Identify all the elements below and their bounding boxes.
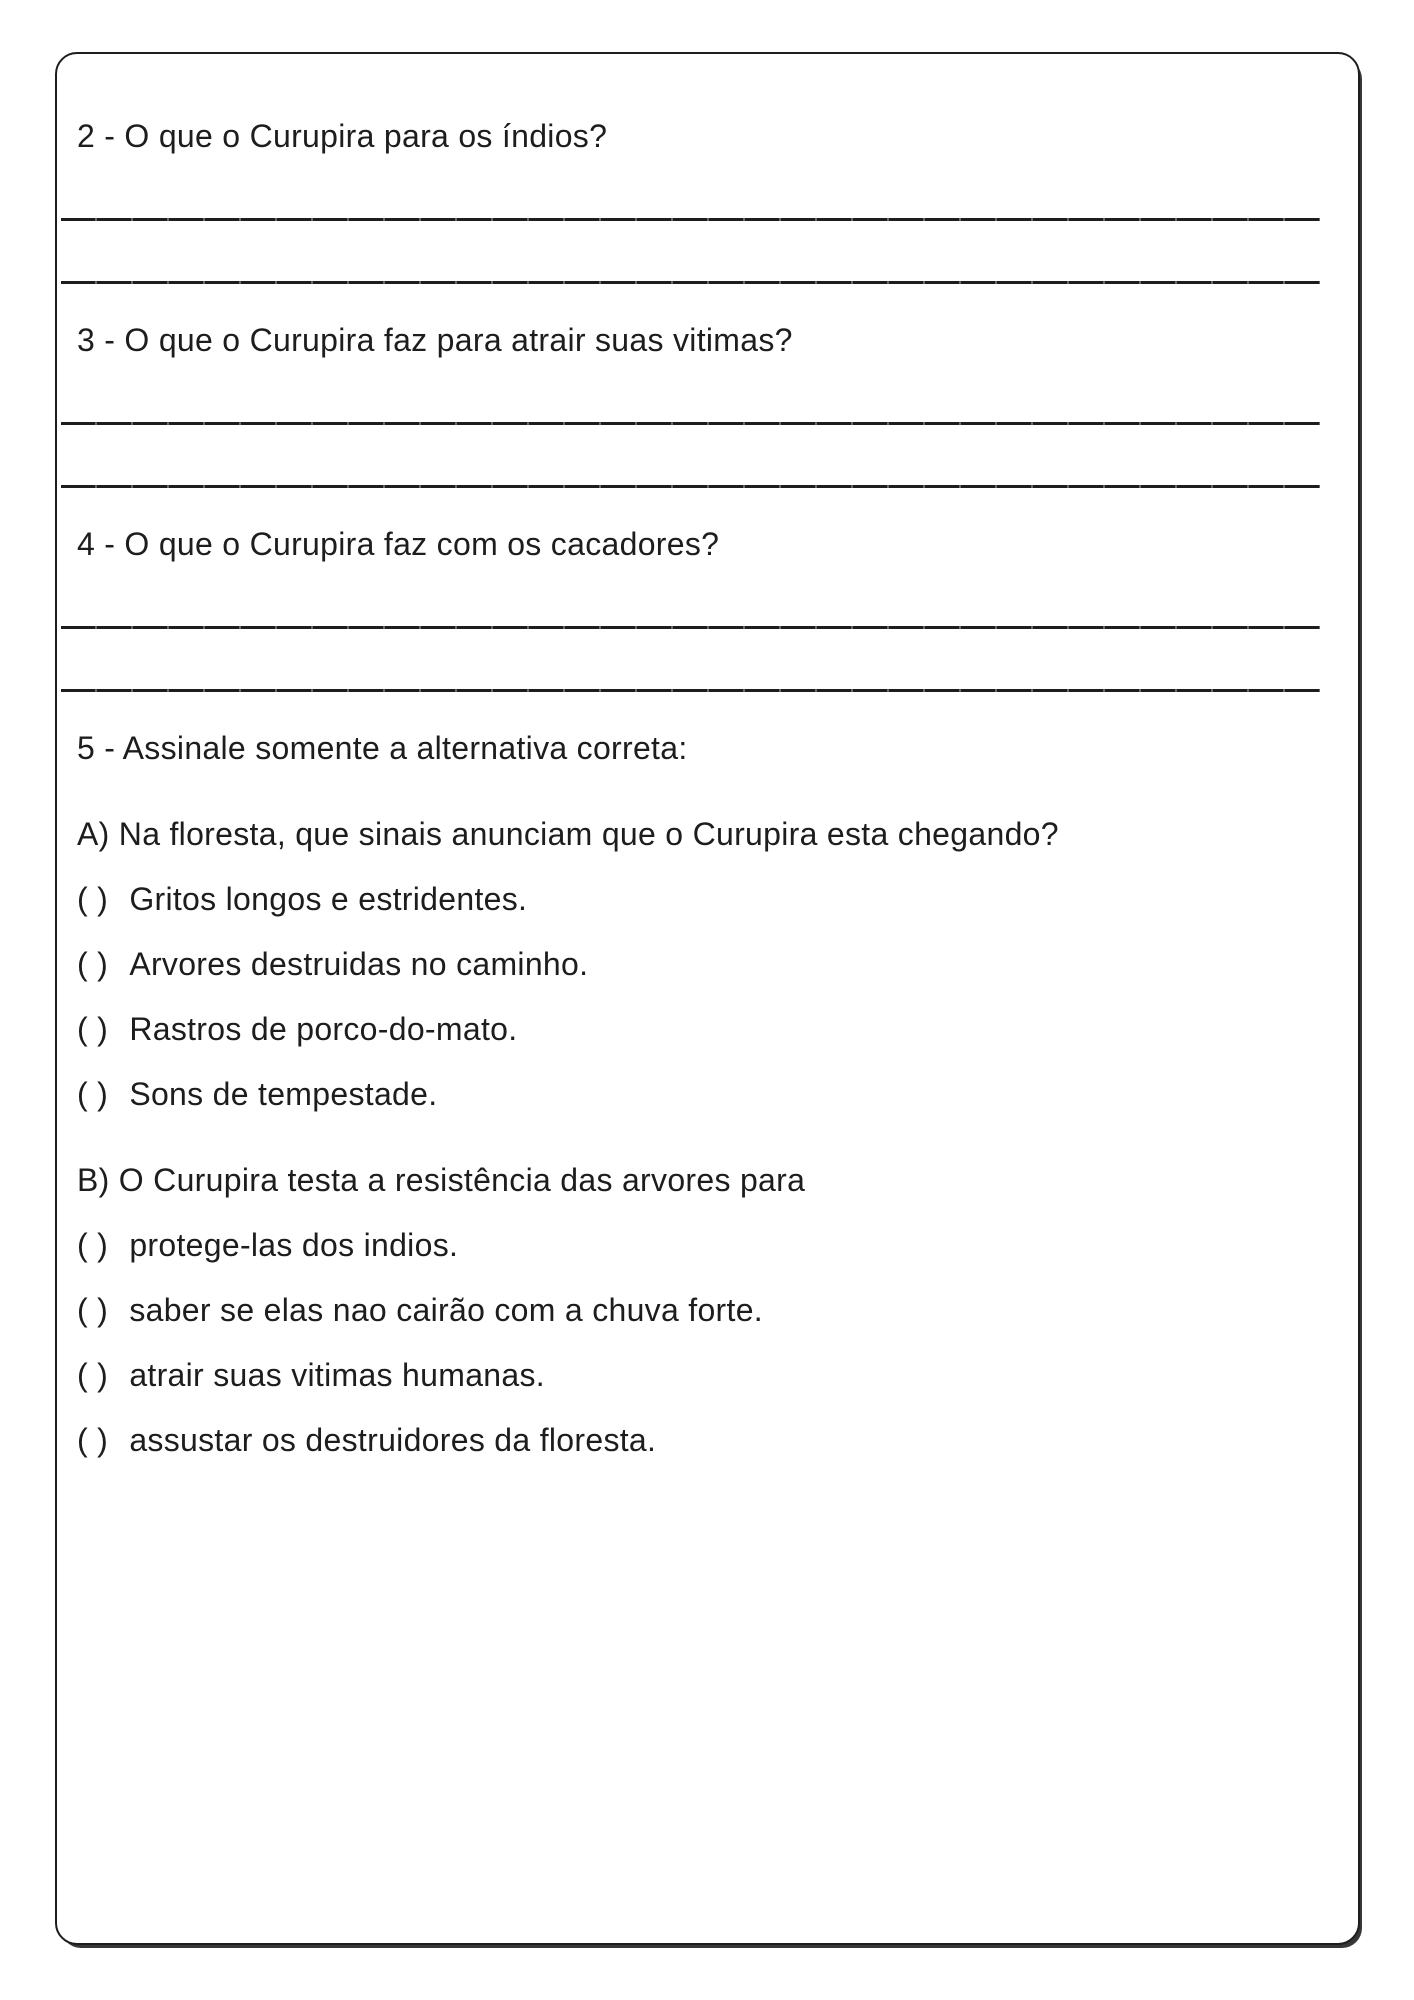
answer-checkbox[interactable]: ( ) <box>77 1227 109 1263</box>
option-row-5a-1 <box>77 879 1320 919</box>
answer-checkbox[interactable]: ( ) <box>77 946 109 982</box>
option-row-5b-2 <box>77 1290 1320 1330</box>
question-4-answer-line-1[interactable] <box>61 626 1320 629</box>
option-row-5a-2 <box>77 944 1320 984</box>
option-row-5a-3 <box>77 1009 1320 1049</box>
option-label: atrair suas vitimas humanas. <box>129 1357 545 1393</box>
worksheet-card <box>55 52 1360 1945</box>
answer-checkbox[interactable]: ( ) <box>77 1011 109 1047</box>
answer-checkbox[interactable]: ( ) <box>77 1292 109 1328</box>
option-row-5b-3 <box>77 1355 1320 1395</box>
option-label: Sons de tempestade. <box>129 1076 438 1112</box>
option-row-5b-4 <box>77 1420 1320 1460</box>
question-5a-label: A) Na floresta, que sinais anunciam que o Curupira esta chegando? <box>77 816 1059 852</box>
option-label: assustar os destruidores da floresta. <box>129 1422 657 1458</box>
option-label: Gritos longos e estridentes. <box>129 881 528 917</box>
question-2-answer-line-1[interactable] <box>61 218 1320 221</box>
answer-checkbox[interactable]: ( ) <box>77 881 109 917</box>
answer-checkbox[interactable]: ( ) <box>77 1076 109 1112</box>
question-5b-label: B) O Curupira testa a resistência das arvores para <box>77 1162 806 1198</box>
option-label: protege-las dos indios. <box>129 1227 459 1263</box>
question-4-answer-line-2[interactable] <box>61 689 1320 692</box>
answer-checkbox[interactable]: ( ) <box>77 1357 109 1393</box>
option-label: saber se elas nao cairão com a chuva forte. <box>129 1292 763 1328</box>
option-row-5a-4 <box>77 1074 1320 1114</box>
question-3-answer-line-1[interactable] <box>61 422 1320 425</box>
question-3-label: 3 - O que o Curupira faz para atrair suas vitimas? <box>77 322 793 358</box>
option-row-5b-1 <box>77 1225 1320 1265</box>
option-label: Rastros de porco-do-mato. <box>129 1011 518 1047</box>
question-2-answer-line-2[interactable] <box>61 281 1320 284</box>
option-label: Arvores destruidas no caminho. <box>129 946 589 982</box>
question-4-label: 4 - O que o Curupira faz com os cacadores? <box>77 526 720 562</box>
question-5-label: 5 - Assinale somente a alternativa correta: <box>77 730 688 766</box>
question-3-answer-line-2[interactable] <box>61 485 1320 488</box>
question-2-label: 2 - O que o Curupira para os índios? <box>77 118 608 154</box>
answer-checkbox[interactable]: ( ) <box>77 1422 109 1458</box>
